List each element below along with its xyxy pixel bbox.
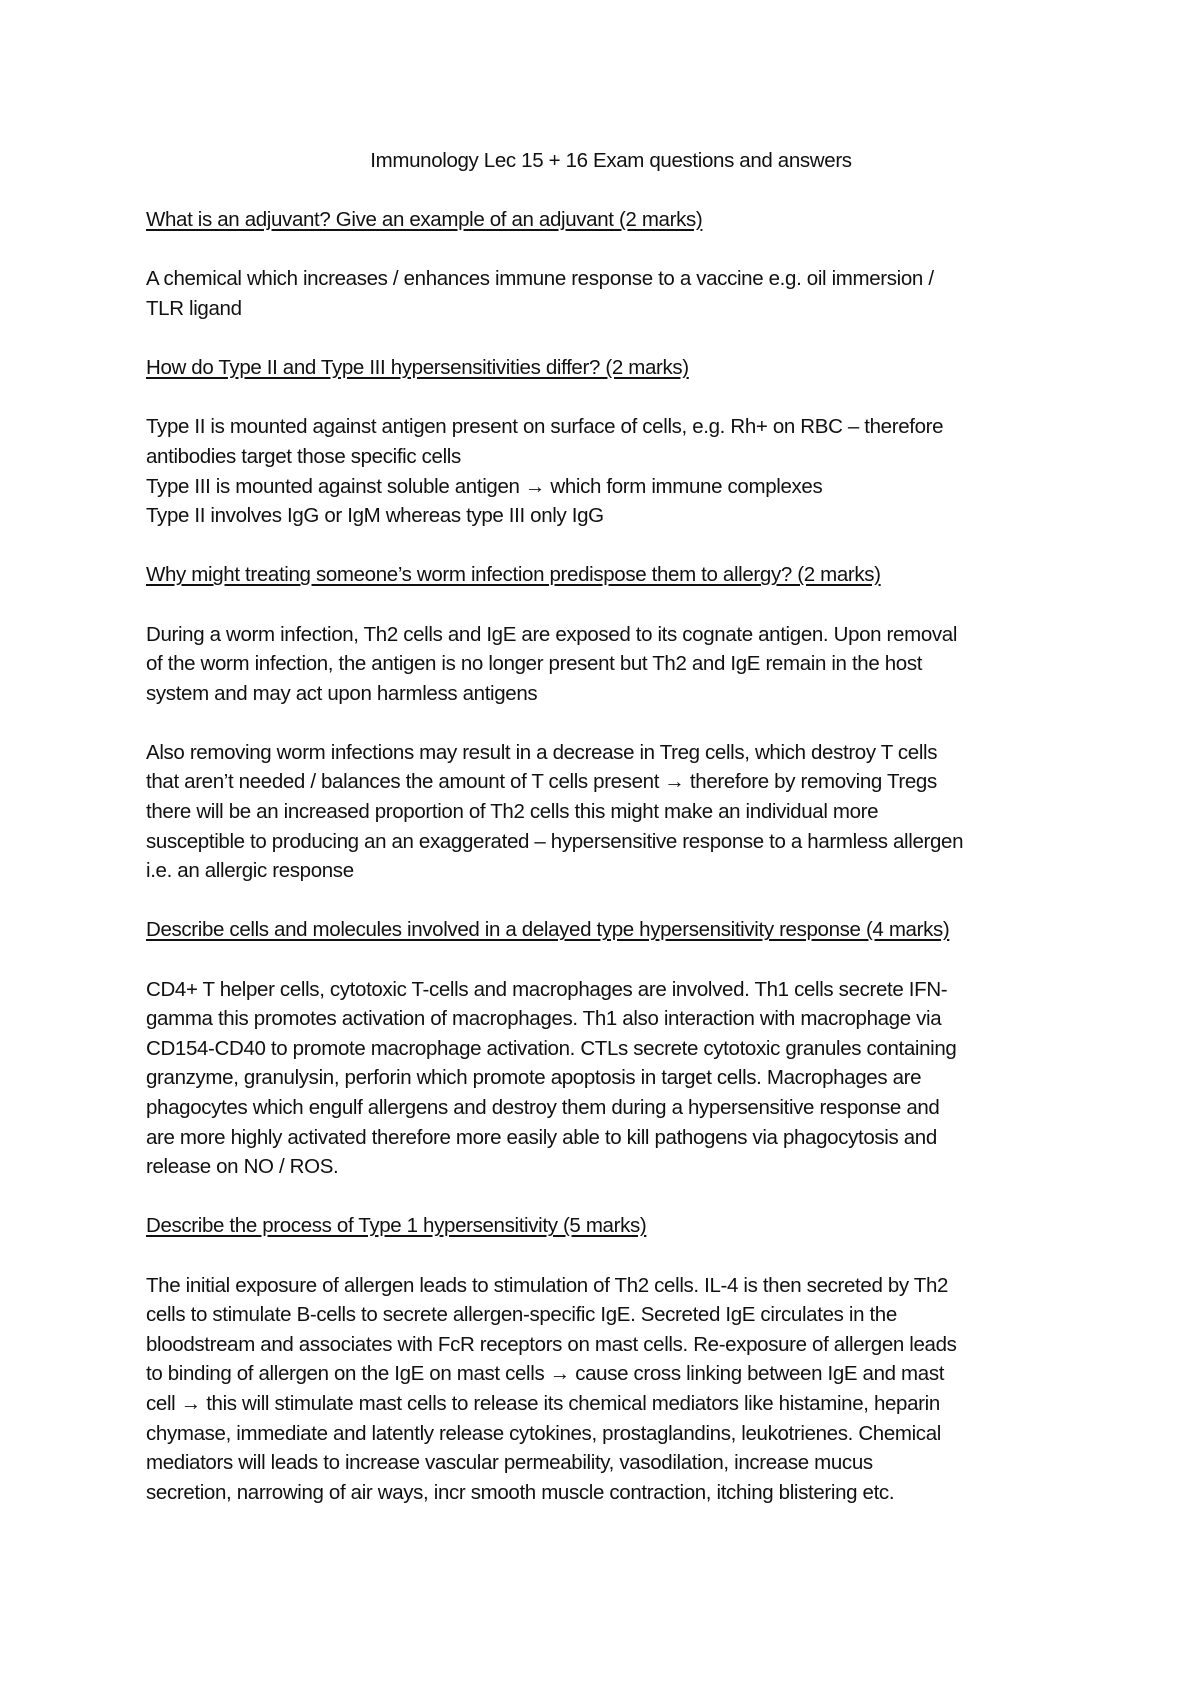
- answer-paragraph: [146, 975, 1076, 1182]
- answer-line: secretion, narrowing of air ways, incr smooth muscle contraction, itching blistering etc.: [146, 1480, 895, 1504]
- answer-line: i.e. an allergic response: [146, 859, 354, 883]
- answer-line: antibodies target those specific cells: [146, 444, 461, 468]
- answer-paragraph: [146, 620, 1076, 709]
- answer-line: The initial exposure of allergen leads to stimulation of Th2 cells. IL-4 is then secreted by Th2: [146, 1273, 949, 1297]
- answer-line: susceptible to producing an an exaggerated – hypersensitive response to a harmless allergen: [146, 829, 964, 853]
- answer-paragraph: [146, 264, 1076, 323]
- answer-line: cell → this will stimulate mast cells to release its chemical mediators like histamine, heparin: [146, 1391, 940, 1415]
- answer-paragraph: [146, 412, 1076, 530]
- answer-paragraph: [146, 738, 1076, 886]
- answer-line: CD4+ T helper cells, cytotoxic T-cells and macrophages are involved. Th1 cells secrete IFN-: [146, 977, 948, 1001]
- qa-list: [146, 205, 1076, 1507]
- question-heading: Describe the process of Type 1 hypersensitivity (5 marks): [146, 1214, 647, 1238]
- answer-line: release on NO / ROS.: [146, 1155, 339, 1179]
- answer-line: CD154-CD40 to promote macrophage activation. CTLs secrete cytotoxic granules containing: [146, 1036, 957, 1060]
- answer-line: to binding of allergen on the IgE on mast cells → cause cross linking between IgE and mast: [146, 1362, 945, 1386]
- answer-line: Type III is mounted against soluble antigen → which form immune complexes: [146, 474, 823, 498]
- answer-line: Type II is mounted against antigen present on surface of cells, e.g. Rh+ on RBC – therefore: [146, 415, 944, 439]
- answer-line: chymase, immediate and latently release cytokines, prostaglandins, leukotrienes. Chemical: [146, 1421, 941, 1445]
- answer-line: that aren’t needed / balances the amount of T cells present → therefore by removing Tregs: [146, 770, 937, 794]
- document-page: [146, 146, 1076, 1537]
- answer-line: Type II involves IgG or IgM whereas type III only IgG: [146, 504, 604, 528]
- answer-paragraph: [146, 1271, 1076, 1508]
- answer-line: are more highly activated therefore more easily able to kill pathogens via phagocytosis and: [146, 1125, 937, 1149]
- answer-line: cells to stimulate B-cells to secrete allergen-specific IgE. Secreted IgE circulates in the: [146, 1303, 897, 1327]
- answer-line: bloodstream and associates with FcR receptors on mast cells. Re-exposure of allergen leads: [146, 1332, 957, 1356]
- question-heading: What is an adjuvant? Give an example of an adjuvant (2 marks): [146, 208, 703, 232]
- answer-line: system and may act upon harmless antigens: [146, 681, 538, 705]
- answer-line: A chemical which increases / enhances immune response to a vaccine e.g. oil immersion /: [146, 267, 934, 291]
- answer-line: granzyme, granulysin, perforin which promote apoptosis in target cells. Macrophages are: [146, 1066, 922, 1090]
- question-heading: Why might treating someone’s worm infection predispose them to allergy? (2 marks): [146, 563, 881, 587]
- document-title: Immunology Lec 15 + 16 Exam questions and answers: [370, 149, 852, 172]
- answer-line: Also removing worm infections may result in a decrease in Treg cells, which destroy T cells: [146, 740, 938, 764]
- answer-line: TLR ligand: [146, 296, 242, 320]
- question-heading: Describe cells and molecules involved in a delayed type hypersensitivity response (4 marks): [146, 918, 950, 942]
- question-heading: How do Type II and Type III hypersensitivities differ? (2 marks): [146, 356, 689, 380]
- answer-line: there will be an increased proportion of Th2 cells this might make an individual more: [146, 800, 879, 824]
- answer-line: of the worm infection, the antigen is no longer present but Th2 and IgE remain in the host: [146, 652, 923, 676]
- answer-line: During a worm infection, Th2 cells and IgE are exposed to its cognate antigen. Upon removal: [146, 622, 958, 646]
- answer-line: phagocytes which engulf allergens and destroy them during a hypersensitive response and: [146, 1096, 940, 1119]
- answer-line: mediators will leads to increase vascular permeability, vasodilation, increase mucus: [146, 1451, 873, 1475]
- answer-line: gamma this promotes activation of macrophages. Th1 also interaction with macrophage via: [146, 1007, 942, 1031]
